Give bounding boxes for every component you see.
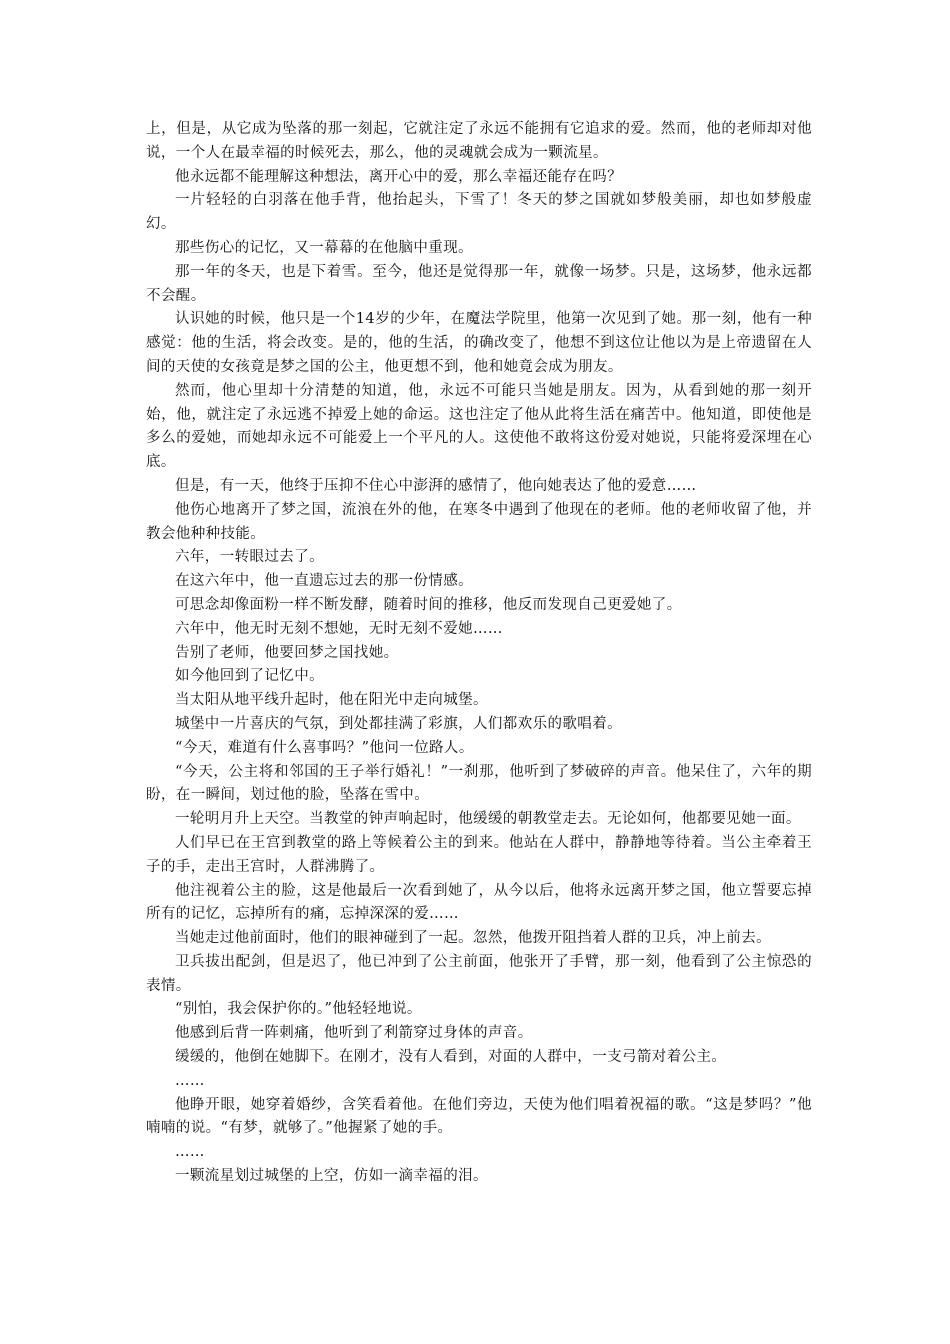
paragraph: 一轮明月升上天空。当教堂的钟声响起时，他缓缓的朝教堂走去。无论如何，他都要见她一面。: [175, 811, 801, 828]
paragraph: 告别了老师，他要回梦之国找她。: [175, 644, 399, 661]
paragraph: 当太阳从地平线升起时，他在阳光中走向城堡。: [175, 692, 488, 709]
paragraph: 他伤心地离开了梦之国，流浪在外的他，在寒冬中遇到了他现在的老师。他的老师收留了他，并教会他种种技能。: [146, 501, 812, 542]
paragraph: 缓缓的，他倒在她脚下。在刚才，没有人看到，对面的人群中，一支弓箭对着公主。: [175, 1049, 727, 1066]
paragraph: 上，但是，从它成为坠落的那一刻起，它就注定了永远不能拥有它追求的爱。然而，他的老师却对他说，一个人在最幸福的时候死去，那么，他的灵魂就会成为一颗流星。: [146, 121, 812, 161]
paragraph: 人们早已在王宫到教堂的路上等候着公主的到来。他站在人群中，静静地等待着。当公主牵着王子的手，走出王宫时，人群沸腾了。: [146, 834, 812, 875]
paragraph: 那一年的冬天，也是下着雪。至今，他还是觉得那一年，就像一场梦。只是，这场梦，他永远都不会醒。: [146, 263, 812, 304]
paragraph: ……: [175, 1144, 205, 1161]
paragraph: 六年中，他无时无刻不想她，无时无刻不爱她……: [175, 620, 503, 637]
paragraph: “今天，难道有什么喜事吗？”他问一位路人。: [175, 739, 474, 756]
paragraph: 可思念却像面粉一样不断发酵，随着时间的推移，他反而发现自己更爱她了。: [175, 596, 682, 613]
paragraph: ……: [175, 1072, 205, 1089]
paragraph: 他永远都不能理解这种想法，离开心中的爱，那么幸福还能存在吗？: [175, 168, 622, 185]
paragraph: 在这六年中，他一直遗忘过去的那一份情感。: [175, 573, 473, 590]
paragraph: 城堡中一片喜庆的气氛，到处都挂满了彩旗，人们都欢乐的歌唱着。: [175, 715, 622, 732]
paragraph: 他感到后背一阵刺痛，他听到了利箭穿过身体的声音。: [175, 1025, 533, 1042]
paragraph: 认识她的时候，他只是一个14岁的少年，在魔法学院里，他第一次见到了她。那一刻，他有一种感觉：他的生活，将会改变。是的，他的生活，的确改变了，他想不到这位让他以为是上帝遗留在人间的天使的女孩竟是梦之国的公主，他更想不到，他和她竟会成为朋友。: [146, 311, 812, 375]
paragraph: 六年，一转眼过去了。: [175, 549, 324, 566]
paragraph: 他睁开眼，她穿着婚纱，含笑看着他。在他们旁边，天使为他们唱着祝福的歌。“这是梦吗？”他喃喃的说。“有梦，就够了。”他握紧了她的手。: [146, 1096, 812, 1137]
paragraph: 但是，有一天，他终于压抑不住心中澎湃的感情了，他向她表达了他的爱意……: [175, 477, 697, 494]
paragraph: 当她走过他前面时，他们的眼神碰到了一起。忽然，他拨开阻挡着人群的卫兵，冲上前去。: [175, 930, 771, 947]
paragraph: “今天，公主将和邻国的王子举行婚礼！”一刹那，他听到了梦破碎的声音。他呆住了，六年的期盼，在一瞬间，划过他的脸，坠落在雪中。: [146, 763, 812, 804]
paragraph: 卫兵拔出配剑，但是迟了，他已冲到了公主前面，他张开了手臂，那一刻，他看到了公主惊恐的表情。: [146, 953, 812, 994]
paragraph: 一颗流星划过城堡的上空，仿如一滴幸福的泪。: [175, 1168, 488, 1185]
paragraph: 他注视着公主的脸，这是他最后一次看到她了，从今以后，他将永远离开梦之国，他立誓要忘掉所有的记忆，忘掉所有的痛，忘掉深深的爱……: [146, 882, 812, 923]
paragraph: 如今他回到了记忆中。: [175, 668, 324, 685]
paragraph: “别怕，我会保护你的。”他轻轻地说。: [175, 1001, 422, 1018]
paragraph: 一片轻轻的白羽落在他手背，他抬起头，下雪了！冬天的梦之国就如梦般美丽，却也如梦般虚幻。: [146, 192, 812, 233]
document-body: [146, 118, 812, 1189]
paragraph: 那些伤心的记忆，又一幕幕的在他脑中重现。: [175, 239, 473, 256]
paragraph: 然而，他心里却十分清楚的知道，他，永远不可能只当她是朋友。因为，从看到她的那一刻开始，他，就注定了永远逃不掉爱上她的命运。这也注定了他从此将生活在痛苦中。他知道，即使他是多么的爱她，而她却永远不可能爱上一个平凡的人。这使他不敢将这份爱对她说，只能将爱深埋在心底。: [146, 382, 812, 471]
